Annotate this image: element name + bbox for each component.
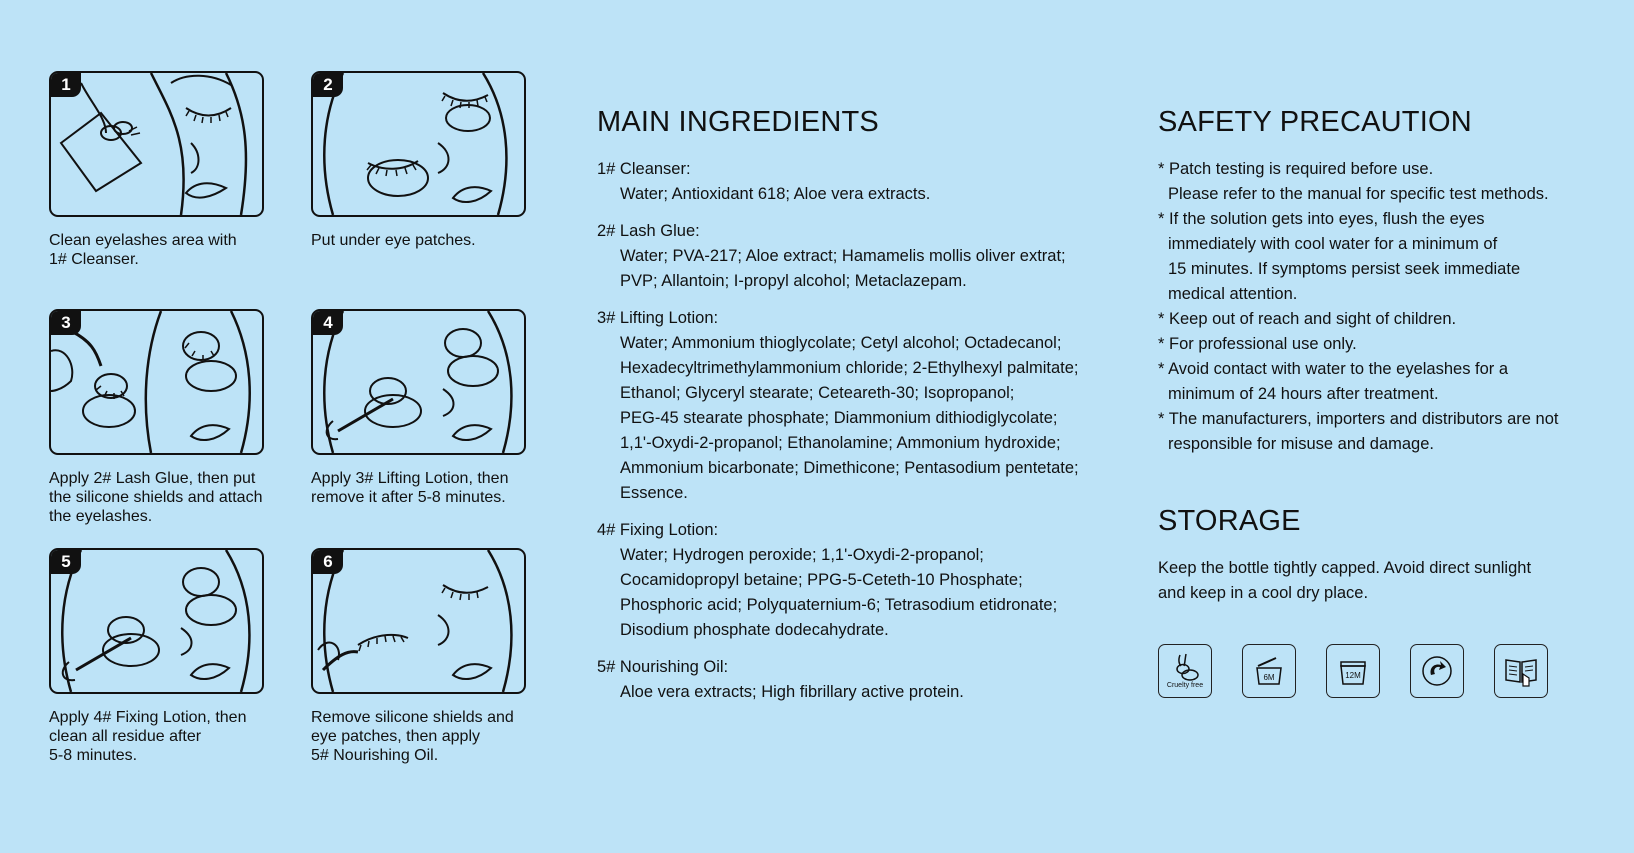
face-cleansing-drawing	[51, 73, 262, 215]
step-number-2: 2	[313, 73, 343, 97]
step-caption-1: Clean eyelashes area with 1# Cleanser.	[49, 232, 237, 268]
ingredient-group-body: Water; Hydrogen peroxide; 1,1'-Oxydi-2-propanol; Cocamidopropyl betaine; PPG-5-Ceteth-10 Phosphate; Phosphoric acid; Polyquaternium-6; Tetrasodium etidronate; Disodium phosphate dodecahydrate.	[620, 546, 1058, 639]
ingredient-group-fixing-lotion	[597, 518, 1087, 643]
open-jar-6m-icon	[1242, 644, 1296, 698]
face-lifting-drawing	[313, 311, 524, 453]
step-number-4: 4	[313, 311, 343, 335]
safety-item: * Keep out of reach and sight of children.	[1158, 310, 1457, 328]
storage-title: STORAGE	[1158, 505, 1301, 537]
step-illustration-2	[311, 71, 526, 217]
face-fixing-drawing	[51, 550, 262, 692]
ingredient-group-lifting-lotion	[597, 306, 1087, 506]
step-5	[49, 548, 264, 765]
step-caption-2: Put under eye patches.	[311, 232, 476, 249]
step-illustration-6	[311, 548, 526, 694]
safety-item: * For professional use only.	[1158, 335, 1357, 353]
step-caption-3: Apply 2# Lash Glue, then put the silicone shields and attach the eyelashes.	[49, 470, 263, 525]
ingredient-group-body: Water; Antioxidant 618; Aloe vera extracts.	[620, 185, 931, 203]
step-number-5: 5	[51, 550, 81, 574]
ingredients-title: MAIN INGREDIENTS	[597, 106, 879, 138]
face-oil-drawing	[313, 550, 524, 692]
safety-item: * Avoid contact with water to the eyelashes for a minimum of 24 hours after treatment.	[1158, 360, 1509, 403]
storage-text: Keep the bottle tightly capped. Avoid direct sunlight and keep in a cool dry place.	[1158, 559, 1532, 602]
ingredient-group-lash-glue	[597, 219, 1087, 294]
step-caption-6: Remove silicone shields and eye patches, then apply 5# Nourishing Oil.	[311, 709, 514, 764]
face-glue-drawing	[51, 311, 262, 453]
step-caption-4: Apply 3# Lifting Lotion, then remove it after 5-8 minutes.	[311, 470, 509, 506]
ingredient-group-cleanser	[597, 157, 1087, 207]
ingredient-group-title: 4# Fixing Lotion:	[597, 521, 719, 539]
step-4	[311, 309, 526, 507]
safety-item: * The manufacturers, importers and distributors are not responsible for misuse and damage.	[1158, 410, 1559, 453]
symbol-icons-row	[1158, 644, 1548, 698]
ingredient-group-body: Water; PVA-217; Aloe extract; Hamamelis mollis oliver extrat; PVP; Allantoin; I-propyl alcohol; Metaclazepam.	[620, 247, 1066, 290]
ingredient-group-body: Water; Ammonium thioglycolate; Cetyl alcohol; Octadecanol; Hexadecyltrimethylammonium chloride; 2-Ethylhexyl palmitate; Ethanol; Glyceryl stearate; Ceteareth-30; Isopropanol; PEG-45 stearate phosphate; Diammonium dithiodiglycolate; 1,1'-Oxydi-2-propanol; Ethanolamine; Ammonium hydroxide; Ammonium bicarbonate; Dimethicone; Pentasodium pentetate; Essence.	[620, 334, 1079, 502]
step-illustration-3	[49, 309, 264, 455]
cruelty-free-rabbit-icon	[1158, 644, 1212, 698]
jar-12m-icon	[1326, 644, 1380, 698]
safety-title: SAFETY PRECAUTION	[1158, 106, 1472, 138]
icon-label: Cruelty free	[1166, 682, 1204, 689]
read-manual-book-icon	[1494, 644, 1548, 698]
ingredient-group-title: 1# Cleanser:	[597, 160, 691, 178]
step-number-3: 3	[51, 311, 81, 335]
ingredient-group-body: Aloe vera extracts; High fibrillary active protein.	[620, 683, 964, 701]
step-illustration-5	[49, 548, 264, 694]
ingredient-group-title: 5# Nourishing Oil:	[597, 658, 729, 676]
step-illustration-1	[49, 71, 264, 217]
svg-text:12M: 12M	[1345, 671, 1361, 680]
step-illustration-4	[311, 309, 526, 455]
safety-item: * Patch testing is required before use. Please refer to the manual for specific test methods.	[1158, 160, 1549, 203]
step-2	[311, 71, 526, 250]
step-caption-5: Apply 4# Fixing Lotion, then clean all residue after 5-8 minutes.	[49, 709, 247, 764]
ingredient-group-nourishing-oil	[597, 655, 1087, 705]
safety-item: * If the solution gets into eyes, flush the eyes immediately with cool water for a minimum of 15 minutes. If symptoms persist seek immediate medical attention.	[1158, 210, 1521, 303]
ingredient-group-title: 3# Lifting Lotion:	[597, 309, 719, 327]
ingredient-group-title: 2# Lash Glue:	[597, 222, 700, 240]
safety-section	[1158, 106, 1618, 606]
step-6	[311, 548, 526, 765]
step-1	[49, 71, 264, 269]
step-3	[49, 309, 264, 526]
step-number-6: 6	[313, 550, 343, 574]
step-number-1: 1	[51, 73, 81, 97]
svg-text:6M: 6M	[1263, 673, 1275, 682]
face-patches-drawing	[313, 73, 524, 215]
recycle-arrow-icon	[1410, 644, 1464, 698]
ingredients-section	[597, 106, 1087, 717]
